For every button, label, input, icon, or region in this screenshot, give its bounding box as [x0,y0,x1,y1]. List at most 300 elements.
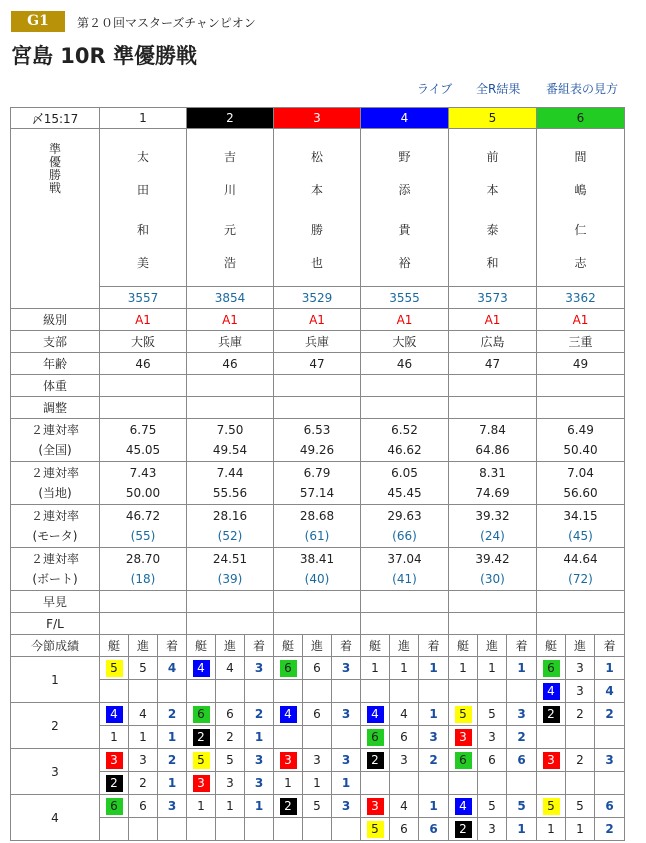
result-course-cell: 6 [303,703,332,726]
toban-1[interactable]: 3557 [100,287,187,309]
toban-6[interactable]: 3362 [537,287,625,309]
result-course-cell: 3 [303,749,332,772]
motor-rate-value-a: 28.16 [212,509,248,523]
series-result-row [11,772,625,795]
result-course-cell [216,818,245,841]
boat-rate-2 [187,548,274,591]
class-4: A1 [361,309,449,331]
boat-number-badge: 4 [106,706,123,723]
motor-rate-value-b: (66) [392,529,417,543]
early-view-5 [449,591,537,613]
win-rate-national-value-a: 6.53 [303,423,331,437]
boat-number-badge: 1 [367,660,384,677]
result-boat-cell [100,726,129,749]
series-col-header: 着 [158,635,187,657]
win-rate-local-5 [449,462,537,505]
boat-rate-label [11,548,100,591]
toban-5[interactable]: 3573 [449,287,537,309]
win-rate-local-value-a: 7.04 [567,466,594,480]
result-course-cell: 1 [566,818,595,841]
win-rate-local-value-b: 50.00 [125,486,161,500]
series-col-header: 着 [507,635,537,657]
boat-number-badge: 2 [543,706,560,723]
motor-rate-4 [361,505,449,548]
adjust-4 [361,397,449,419]
win-rate-national-value-a: 6.49 [567,423,594,437]
result-place-cell: 1 [245,795,274,818]
result-boat-cell [449,818,478,841]
lane-number-5: 5 [449,108,537,129]
win-rate-local-row [11,462,625,505]
boat-number-badge: 3 [455,729,472,746]
racer-name-char: 美 [136,256,149,270]
result-course-cell: 6 [390,818,419,841]
result-course-cell: 5 [478,703,507,726]
link-all-results[interactable]: 全R結果 [476,82,521,96]
age-row [11,353,625,375]
series-result-row [11,749,625,772]
class-1: A1 [100,309,187,331]
race-program-table [10,107,625,841]
series-col-header: 着 [595,635,625,657]
boat-rate-value-b: (72) [568,572,593,586]
result-place-cell: 1 [245,726,274,749]
lane-header-row [11,108,625,129]
result-place-cell: 3 [419,726,449,749]
weight-4 [361,375,449,397]
boat-number-badge: 3 [367,798,384,815]
flying-late-2 [187,613,274,635]
racer-name-char: 嶋 [574,183,587,197]
result-place-cell: 6 [507,749,537,772]
boat-number-badge: 3 [280,752,297,769]
motor-rate-value-b: (24) [480,529,505,543]
result-boat-cell [449,657,478,680]
result-course-cell [303,818,332,841]
boat-number-badge: 1 [543,821,560,838]
racer-name-char: 浩 [223,256,236,270]
class-label: 級別 [11,309,100,331]
result-place-cell: 2 [158,749,187,772]
boat-number-badge: 6 [455,752,472,769]
result-boat-cell [537,749,566,772]
motor-rate-value-a: 46.72 [125,509,161,523]
racer-name-char: 仁 [574,223,587,237]
result-place-cell [595,772,625,795]
result-boat-cell [361,726,390,749]
win-rate-local-value-b: 45.45 [387,486,422,500]
boat-rate-1 [100,548,187,591]
boat-number-badge: 3 [193,775,210,792]
result-boat-cell [449,772,478,795]
result-place-cell: 1 [158,772,187,795]
result-course-cell [566,772,595,795]
result-boat-cell [274,657,303,680]
class-6: A1 [537,309,625,331]
boat-number-badge: 4 [193,660,210,677]
result-boat-cell [537,726,566,749]
result-course-cell: 5 [129,657,158,680]
lane-number-4: 4 [361,108,449,129]
result-boat-cell [187,726,216,749]
win-rate-local-1 [100,462,187,505]
flying-late-row [11,613,625,635]
age-6: 49 [537,353,625,375]
series-col-header: 進 [478,635,507,657]
result-place-cell [332,726,361,749]
boat-number-badge: 5 [193,752,210,769]
result-boat-cell [100,818,129,841]
boat-rate-4 [361,548,449,591]
result-course-cell: 4 [216,657,245,680]
result-boat-cell [187,818,216,841]
win-rate-national-value-b: 45.05 [125,443,161,457]
series-col-header: 着 [419,635,449,657]
adjust-row [11,397,625,419]
result-boat-cell [274,680,303,703]
result-boat-cell [100,657,129,680]
boat-rate-value-a: 28.70 [125,552,161,566]
result-course-cell [129,680,158,703]
result-place-cell: 1 [507,818,537,841]
series-col-header: 艇 [361,635,390,657]
boat-number-badge: 4 [455,798,472,815]
result-course-cell: 2 [129,772,158,795]
result-place-cell [595,726,625,749]
series-col-header: 進 [303,635,332,657]
win-rate-national-1 [100,419,187,462]
flying-late-5 [449,613,537,635]
boat-rate-3 [274,548,361,591]
boat-rate-value-b: (18) [130,572,156,586]
class-row [11,309,625,331]
result-place-cell: 1 [419,795,449,818]
result-boat-cell [361,657,390,680]
result-place-cell: 5 [507,795,537,818]
boat-number-badge: 3 [106,752,123,769]
boat-number-badge: 5 [543,798,560,815]
result-boat-cell [361,795,390,818]
racer-name-4[interactable] [361,129,449,287]
win-rate-local-value-a: 6.79 [303,466,331,480]
result-place-cell: 2 [507,726,537,749]
boat-rate-value-b: (39) [217,572,243,586]
racer-name-6[interactable] [537,129,625,287]
racer-name-char: 泰 [486,223,499,237]
result-boat-cell [274,795,303,818]
branch-row [11,331,625,353]
result-course-cell: 4 [129,703,158,726]
motor-rate-value-b: (61) [304,529,330,543]
series-name: 第２０回マスターズチャンピオン [77,16,256,30]
boat-rate-row [11,548,625,591]
series-day-4: 4 [11,795,100,841]
early-view-row [11,591,625,613]
boat-number-badge: 5 [455,706,472,723]
lane-number-6: 6 [537,108,625,129]
motor-rate-6 [537,505,625,548]
result-course-cell: 5 [478,795,507,818]
boat-rate-value-a: 39.42 [475,552,510,566]
win-rate-local-value-b: 57.14 [299,486,335,500]
toban-3[interactable]: 3529 [274,287,361,309]
result-place-cell: 3 [595,749,625,772]
series-result-row [11,680,625,703]
class-3: A1 [274,309,361,331]
boat-number-badge: 1 [106,729,123,746]
racer-name-char: 和 [486,256,499,270]
result-boat-cell [100,680,129,703]
result-place-cell: 3 [332,795,361,818]
early-view-2 [187,591,274,613]
race-type-char: 戦 [48,181,61,195]
racer-name-char: 志 [574,256,587,270]
result-course-cell [478,680,507,703]
weight-6 [537,375,625,397]
racer-name-char: 吉 [223,150,236,164]
adjust-6 [537,397,625,419]
racer-name-1[interactable] [100,129,187,287]
adjust-3 [274,397,361,419]
result-place-cell: 3 [332,749,361,772]
result-place-cell: 6 [419,818,449,841]
result-place-cell [158,680,187,703]
result-boat-cell [537,772,566,795]
boat-number-badge: 6 [367,729,384,746]
series-result-row [11,726,625,749]
age-2: 46 [187,353,274,375]
series-col-header: 艇 [187,635,216,657]
racer-name-5[interactable] [449,129,537,287]
result-boat-cell [361,818,390,841]
result-place-cell [245,680,274,703]
racer-name-char: 田 [136,183,149,197]
result-boat-cell [100,703,129,726]
win-rate-national-value-b: 50.40 [563,443,598,457]
boat-rate-label-a: ２連対率 [30,552,79,566]
result-boat-cell [187,772,216,795]
win-rate-national-label [11,419,100,462]
win-rate-local-label [11,462,100,505]
adjust-label: 調整 [11,397,100,419]
series-result-row [11,795,625,818]
branch-4: 大阪 [361,331,449,353]
toban-row [11,287,625,309]
age-1: 46 [100,353,187,375]
result-boat-cell [537,657,566,680]
lane-number-2: 2 [187,108,274,129]
result-place-cell: 2 [245,703,274,726]
win-rate-national-value-b: 64.86 [475,443,510,457]
racer-name-char: 野 [398,150,411,164]
age-5: 47 [449,353,537,375]
boat-rate-value-b: (30) [480,572,505,586]
result-course-cell: 2 [566,749,595,772]
result-boat-cell [361,680,390,703]
boat-rate-value-a: 38.41 [299,552,335,566]
boat-rate-6 [537,548,625,591]
result-boat-cell [449,680,478,703]
weight-row [11,375,625,397]
age-3: 47 [274,353,361,375]
boat-rate-value-b: (41) [392,572,417,586]
series-col-header: 進 [129,635,158,657]
win-rate-national-row [11,419,625,462]
result-boat-cell [187,703,216,726]
result-boat-cell [449,795,478,818]
result-place-cell: 4 [158,657,187,680]
result-boat-cell [274,703,303,726]
result-course-cell: 3 [566,680,595,703]
result-place-cell [158,818,187,841]
boat-number-badge: 6 [106,798,123,815]
racer-name-char: 勝 [310,223,323,237]
racer-name-char: 本 [486,183,499,197]
series-col-header: 艇 [449,635,478,657]
racer-name-2[interactable] [187,129,274,287]
result-course-cell: 3 [566,657,595,680]
branch-5: 広島 [449,331,537,353]
result-course-cell [390,680,419,703]
race-type-char: 準 [48,142,61,156]
result-place-cell: 1 [419,657,449,680]
boat-rate-label-b: (ボート) [32,572,78,586]
race-type-label [11,129,100,309]
result-place-cell [507,680,537,703]
motor-rate-value-b: (52) [217,529,243,543]
result-course-cell: 6 [129,795,158,818]
weight-5 [449,375,537,397]
boat-number-badge: 2 [367,752,384,769]
flying-late-4 [361,613,449,635]
link-program-guide[interactable]: 番組表の見方 [546,82,619,96]
racer-name-3[interactable] [274,129,361,287]
motor-rate-value-a: 28.68 [299,509,335,523]
result-course-cell: 5 [216,749,245,772]
win-rate-national-value-b: 49.26 [299,443,335,457]
racer-name-char: 和 [136,223,149,237]
class-2: A1 [187,309,274,331]
win-rate-local-value-b: 74.69 [475,486,510,500]
deadline-time: 〆15:17 [11,108,100,129]
win-rate-local-label-a: ２連対率 [30,466,79,480]
toban-2[interactable]: 3854 [187,287,274,309]
motor-rate-2 [187,505,274,548]
result-place-cell: 3 [158,795,187,818]
boat-number-badge: 4 [543,683,560,700]
branch-2: 兵庫 [187,331,274,353]
racer-name-char: 太 [136,150,149,164]
boat-number-badge: 1 [455,660,472,677]
result-course-cell: 1 [129,726,158,749]
racer-name-char: 添 [398,183,411,197]
result-course-cell: 4 [390,703,419,726]
branch-1: 大阪 [100,331,187,353]
result-course-cell: 3 [216,772,245,795]
adjust-5 [449,397,537,419]
age-label: 年齢 [11,353,100,375]
win-rate-national-value-a: 7.84 [479,423,506,437]
race-type-char: 優 [48,155,61,169]
result-boat-cell [537,680,566,703]
win-rate-national-2 [187,419,274,462]
series-col-header: 進 [216,635,245,657]
result-place-cell [419,772,449,795]
result-place-cell: 3 [245,749,274,772]
series-result-row [11,657,625,680]
race-title: 宮島 10R 準優勝戦 [11,44,198,68]
result-course-cell: 5 [303,795,332,818]
adjust-2 [187,397,274,419]
age-4: 46 [361,353,449,375]
boat-rate-value-b: (40) [304,572,330,586]
result-course-cell: 2 [216,726,245,749]
win-rate-national-5 [449,419,537,462]
early-view-label: 早見 [11,591,100,613]
win-rate-national-6 [537,419,625,462]
early-view-6 [537,591,625,613]
motor-rate-5 [449,505,537,548]
racer-name-char: 貴 [398,223,411,237]
result-place-cell: 6 [595,795,625,818]
result-place-cell: 1 [507,657,537,680]
motor-rate-value-a: 34.15 [563,509,598,523]
racer-name-char: 元 [223,223,236,237]
result-place-cell: 3 [245,657,274,680]
series-col-header: 着 [245,635,274,657]
link-live[interactable]: ライブ [417,82,453,96]
racer-name-row [11,129,625,287]
result-course-cell: 5 [566,795,595,818]
racer-name-char: 間 [574,150,587,164]
win-rate-local-3 [274,462,361,505]
result-place-cell: 2 [595,703,625,726]
motor-rate-row [11,505,625,548]
racer-name-char: 前 [486,150,499,164]
result-place-cell: 3 [332,703,361,726]
result-course-cell: 1 [216,795,245,818]
branch-label: 支部 [11,331,100,353]
result-course-cell: 6 [216,703,245,726]
boat-number-badge: 5 [367,821,384,838]
result-place-cell [245,818,274,841]
weight-1 [100,375,187,397]
class-5: A1 [449,309,537,331]
toban-4[interactable]: 3555 [361,287,449,309]
flying-late-6 [537,613,625,635]
result-place-cell: 4 [595,680,625,703]
result-place-cell [507,772,537,795]
branch-3: 兵庫 [274,331,361,353]
result-course-cell: 6 [303,657,332,680]
motor-rate-3 [274,505,361,548]
racer-name-char: 裕 [398,256,411,270]
motor-rate-label-b: (モータ) [32,529,78,543]
boat-number-badge: 1 [280,775,297,792]
result-course-cell: 1 [303,772,332,795]
boat-number-badge: 5 [106,660,123,677]
result-boat-cell [187,795,216,818]
series-col-header: 艇 [274,635,303,657]
result-place-cell: 1 [419,703,449,726]
flying-late-1 [100,613,187,635]
result-course-cell [390,772,419,795]
lane-number-1: 1 [100,108,187,129]
result-boat-cell [274,818,303,841]
result-place-cell: 1 [595,657,625,680]
motor-rate-label [11,505,100,548]
result-place-cell [419,680,449,703]
